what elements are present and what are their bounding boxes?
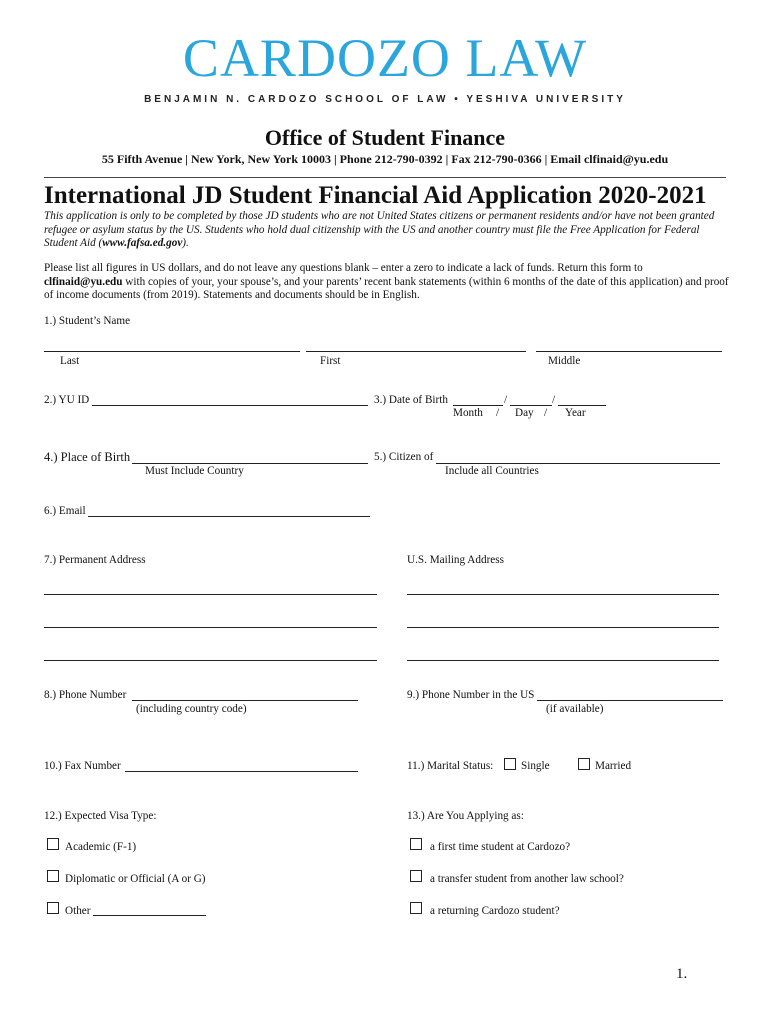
cardozo-law-logo: CARDOZO LAW <box>182 28 588 88</box>
dob-year-field[interactable] <box>558 405 606 406</box>
first-name-caption: First <box>320 355 341 367</box>
q12-label: 12.) Expected Visa Type: <box>44 810 157 822</box>
yu-id-field[interactable] <box>92 405 368 406</box>
q8-hint: (including country code) <box>136 703 247 715</box>
dob-sep-2: / <box>544 407 548 419</box>
place-of-birth-field[interactable] <box>132 463 368 464</box>
dob-day-caption: Day <box>515 407 534 419</box>
first-name-field[interactable] <box>306 351 526 352</box>
visa-diplomatic-checkbox[interactable] <box>47 870 59 882</box>
middle-name-caption: Middle <box>548 355 581 367</box>
married-checkbox[interactable] <box>578 758 590 770</box>
q11-label: 11.) Marital Status: <box>407 760 494 772</box>
instructions-email[interactable]: clfinaid@yu.edu <box>44 275 123 288</box>
citizen-of-field[interactable] <box>436 463 720 464</box>
dob-month-caption: Month <box>453 407 483 419</box>
last-name-field[interactable] <box>44 351 300 352</box>
q4-label: 4.) Place of Birth <box>44 450 131 464</box>
middle-name-field[interactable] <box>536 351 722 352</box>
us-address-line-1[interactable] <box>407 594 719 595</box>
us-phone-number-field[interactable] <box>537 700 723 701</box>
dob-day-field[interactable] <box>510 405 552 406</box>
visa-other-label: Other <box>65 905 91 917</box>
us-address-line-2[interactable] <box>407 627 719 628</box>
q8-label: 8.) Phone Number <box>44 689 127 701</box>
fafsa-link[interactable]: www.fafsa.ed.gov <box>102 237 183 249</box>
us-address-line-3[interactable] <box>407 660 719 661</box>
dob-month-field[interactable] <box>453 405 503 406</box>
permanent-address-line-2[interactable] <box>44 627 377 628</box>
q10-label: 10.) Fax Number <box>44 760 121 772</box>
last-name-caption: Last <box>60 355 80 367</box>
page-title: International JD Student Financial Aid Application 2020-2021 <box>44 182 707 209</box>
q1-label: 1.) Student’s Name <box>44 315 131 327</box>
office-heading: Office of Student Finance <box>264 125 506 150</box>
first-time-student-label: a first time student at Cardozo? <box>430 841 571 853</box>
office-address: 55 Fifth Avenue | New York, New York 10003 | Phone 212-790-0392 | Fax 212-790-0366 | Email clfinaid@yu.edu <box>101 152 669 166</box>
q2-label: 2.) YU ID <box>44 394 90 406</box>
single-checkbox[interactable] <box>504 758 516 770</box>
dob-slash-1: / <box>504 394 508 406</box>
logo-tagline: BENJAMIN N. CARDOZO SCHOOL OF LAW • YESHIVA UNIVERSITY <box>144 94 626 105</box>
us-mailing-address-label: U.S. Mailing Address <box>407 554 504 566</box>
dob-sep-1: / <box>496 407 500 419</box>
q4-hint: Must Include Country <box>145 465 244 477</box>
visa-other-checkbox[interactable] <box>47 902 59 914</box>
q13-label: 13.) Are You Applying as: <box>407 810 524 822</box>
q3-label: 3.) Date of Birth <box>374 394 448 406</box>
q9-hint: (if available) <box>546 703 604 715</box>
visa-other-field[interactable] <box>93 915 206 916</box>
fax-number-field[interactable] <box>125 771 358 772</box>
visa-academic-label: Academic (F-1) <box>65 841 137 853</box>
header-divider <box>44 177 726 178</box>
phone-number-field[interactable] <box>132 700 358 701</box>
instructions-part2: with copies of your, your spouse’s, and your parents’ recent bank statements (within 6 months of the date of this application) and proof of income documents (from 2019). Statements and documents should be in English. <box>44 275 729 301</box>
q7-label: 7.) Permanent Address <box>44 554 146 566</box>
permanent-address-line-1[interactable] <box>44 594 377 595</box>
dob-slash-2: / <box>552 394 556 406</box>
returning-student-label: a returning Cardozo student? <box>430 905 560 917</box>
married-label: Married <box>595 760 632 772</box>
visa-academic-checkbox[interactable] <box>47 838 59 850</box>
q6-label: 6.) Email <box>44 505 86 517</box>
instructions-part1: Please list all figures in US dollars, and do not leave any questions blank – enter a zero to indicate a lack of funds. Return this form to <box>44 262 643 274</box>
permanent-address-line-3[interactable] <box>44 660 377 661</box>
q5-label: 5.) Citizen of <box>374 451 434 463</box>
transfer-student-checkbox[interactable] <box>410 870 422 882</box>
instructions-paragraph <box>44 262 734 303</box>
transfer-student-label: a transfer student from another law school? <box>430 873 624 885</box>
email-field[interactable] <box>88 516 370 517</box>
first-time-student-checkbox[interactable] <box>410 838 422 850</box>
dob-year-caption: Year <box>565 407 586 419</box>
q9-label: 9.) Phone Number in the US <box>407 689 535 701</box>
page-number: 1. <box>676 966 688 982</box>
intro-text: This application is only to be completed by those JD students who are not United States citizens or permanent residents and/or have not been granted refugee or asylum status by the US. Students who hold dual citizenship with the US and another country must file the Free Application for Federal Student Aid ( <box>44 210 715 249</box>
visa-diplomatic-label: Diplomatic or Official (A or G) <box>65 873 206 885</box>
q5-hint: Include all Countries <box>445 465 539 477</box>
returning-student-checkbox[interactable] <box>410 902 422 914</box>
single-label: Single <box>521 760 550 772</box>
intro-end: ). <box>182 237 189 249</box>
intro-paragraph <box>44 210 734 251</box>
